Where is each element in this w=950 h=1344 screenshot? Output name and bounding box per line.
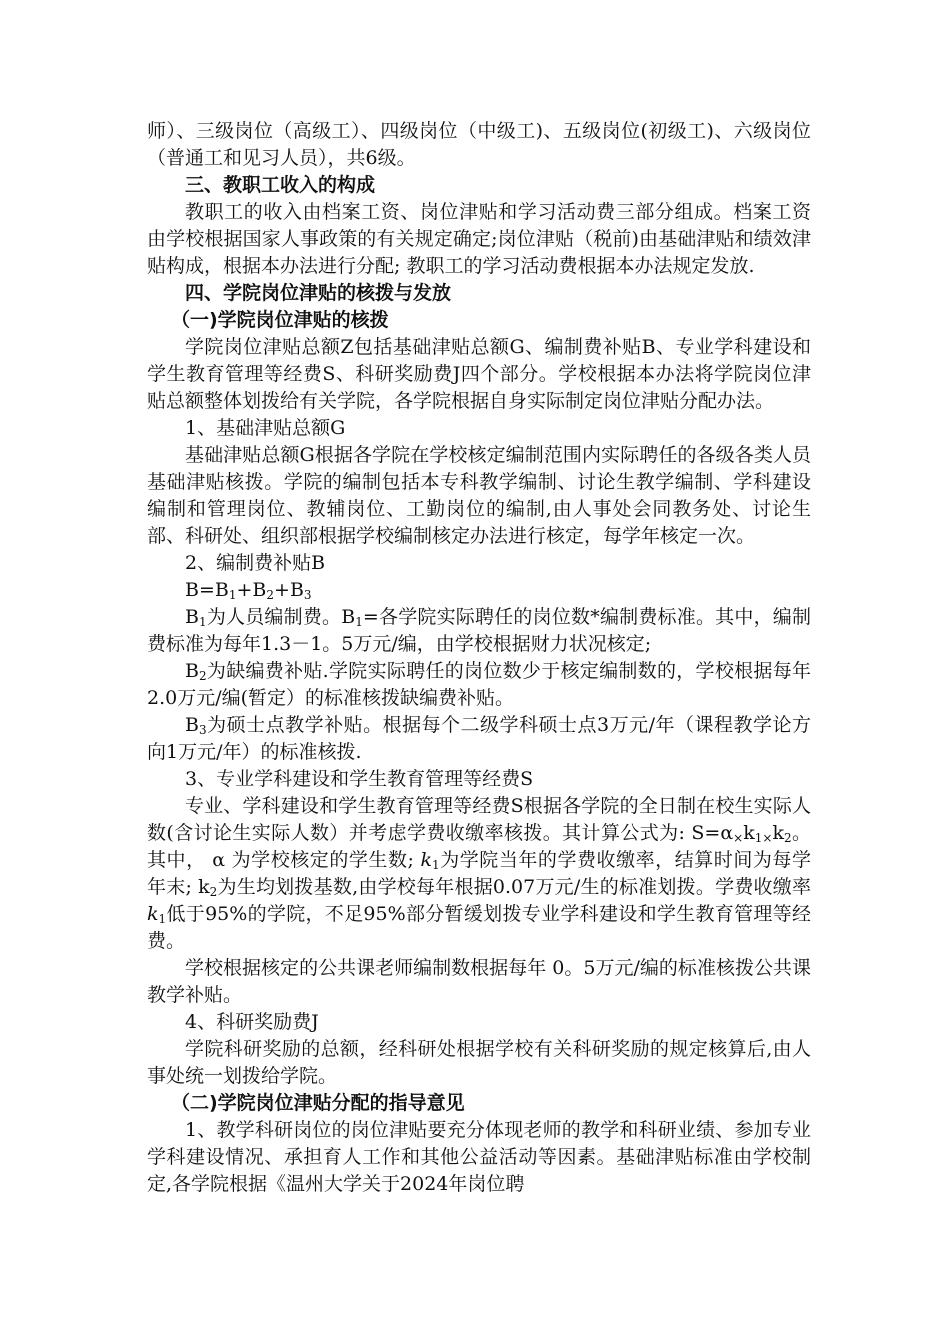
paragraph-public-course: 学校根据核定的公共课老师编制数根据每年 0。5万元/编的标准核拨公共课教学补贴。: [147, 957, 811, 1006]
item-research-reward: 4、科研奖励费J: [185, 1011, 319, 1033]
paragraph-b2: $B_2$为缺编费补贴.学院实际聘任的岗位数少于核定编制数的，学校根据每年2.0万元/编(暂定）的标准核拨缺编费补贴。: [147, 660, 811, 709]
paragraph-income: 教职工的收入由档案工资、岗位津贴和学习活动费三部分组成。档案工资由学校根据国家人事政策的有关规定确定;岗位津贴（税前)由基础津贴和绩效津贴构成，根据本办法进行分配; 教职工的学习活动费根据本办法规定发放.: [147, 201, 811, 277]
paragraph-discipline-funds: 专业、学科建设和学生教育管理等经费S根据各学院的全日制在校生实际人数(含讨论生实际人数）并考虑学费收缴率核拨。其计算公式为: $S=\alpha_\times k_{1\times}k_2$。其中， α 为学校核定的学生数; $k_1$为学院当年的学费收缴率，结算时间为每学年末; $k_2$为生均划拨基数,由学校每年根据0.07万元/生的标准划拨。学费收缴率 $k_1$低于95%的学院，不足95%部分暂缓划拨专业学科建设和学生教育管理等经费。: [147, 795, 811, 952]
heading-income-composition: 三、教职工收入的构成: [185, 174, 376, 196]
document-page: [147, 118, 811, 1198]
item-staffing-subsidy: 2、编制费补贴B: [185, 552, 326, 574]
subheading-allocation: （一)学院岗位津贴的核拨: [171, 309, 389, 331]
paragraph-guidance-1: 1、教学科研岗位的岗位津贴要充分体现老师的教学和科研业绩、参加专业学科建设情况、承担育人工作和其他公益活动等因素。基础津贴标准由学校制定,各学院根据《温州大学关于2024年岗位聘: [147, 1119, 811, 1195]
heading-allowance-allocation: 四、学院岗位津贴的核拨与发放: [185, 282, 452, 304]
paragraph-grade-list: 师）、三级岗位（高级工）、四级岗位（中级工)、五级岗位(初级工)、六级岗位（普通工和见习人员），共6级。: [147, 120, 811, 169]
paragraph-allowance-total: 学院岗位津贴总额Z包括基础津贴总额G、编制费补贴B、专业学科建设和学生教育管理等经费S、科研奖励费J四个部分。学校根据本办法将学院岗位津贴总额整体划拨给有关学院，各学院根据自身实际制定岗位津贴分配办法。: [147, 336, 811, 412]
subheading-guidance: （二)学院岗位津贴分配的指导意见: [171, 1092, 465, 1114]
paragraph-base-allowance: 基础津贴总额G根据各学院在学校核定编制范围内实际聘任的各级各类人员基础津贴核拨。学院的编制包括本专科教学编制、讨论生教学编制、学科建设编制和管理岗位、教辅岗位、工勤岗位的编制,由人事处会同教务处、讨论生部、科研处、组织部根据学校编制核定办法进行核定，每学年核定一次。: [147, 444, 811, 547]
paragraph-b1: $B_1$为人员编制费。$B_1=$各学院实际聘任的岗位数*编制费标准。其中，编制费标准为每年1.3－1。5万元/编，由学校根据财力状况核定;: [147, 606, 811, 655]
paragraph-research-reward: 学院科研奖励的总额，经科研处根据学校有关科研奖励的规定核算后,由人事处统一划拨给学院。: [147, 1038, 811, 1087]
paragraph-b3: $B_3$为硕士点教学补贴。根据每个二级学科硕士点3万元/年（课程教学论方向1万元/年）的标准核拨.: [147, 714, 811, 763]
formula-b: $B=B_1+B_2+B_3$: [185, 579, 312, 602]
item-discipline-funds: 3、专业学科建设和学生教育管理等经费S: [185, 768, 534, 790]
item-base-allowance: 1、基础津贴总额G: [185, 417, 346, 439]
